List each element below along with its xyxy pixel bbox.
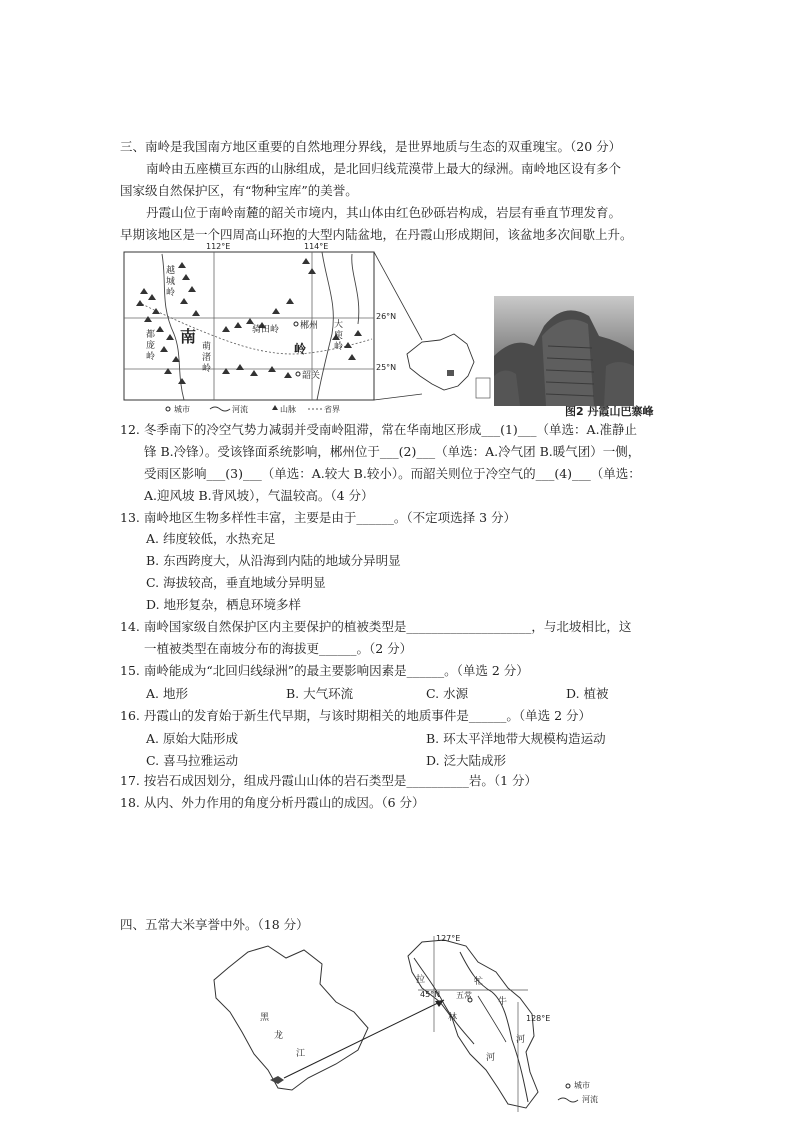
label-114e: 114°E [304,242,329,251]
city-shaoguan-dot [296,372,300,376]
section3-heading: 三、南岭是我国南方地区重要的自然地理分界线，是世界地质与生态的双重瑰宝。（20 分） [120,139,622,154]
q12-line4: A.迎风坡 B.背风坡），气温较高。（4 分） [144,488,374,503]
inset-connector-top [374,252,422,340]
inset-connector-bottom [374,394,422,400]
right-pillar [604,362,634,406]
label-niu: 牛 [498,997,508,1007]
q15-option-d: D. 植被 [566,686,609,701]
heilongjiang-outline [214,946,368,1090]
pointer-arrow-line [284,1000,444,1078]
legend4-river-symbol [558,1098,578,1102]
label-mang: 牤 [474,977,484,987]
label-127e: 127°E [436,934,461,943]
legend-mountain-symbol [272,405,278,410]
section3-paragraph1-line1: 南岭由五座横亘东西的山脉组成，是北回归线荒漠带上最大的绿洲。南岭地区设有多个 [146,161,622,176]
south-china-sea-box [476,378,490,398]
section4-heading: 四、五常大米享誉中外。（18 分） [120,917,309,932]
label-jiang: 江 [296,1049,306,1059]
q18: 18. 从内、外力作用的角度分析丹霞山的成因。（6 分） [120,795,425,810]
label-nan-big: 南 [180,327,197,346]
q13-option-d: D. 地形复杂，栖息环境多样 [146,597,302,612]
label-yuecheng: 越城岭 [166,266,176,298]
label-qitian: 骑田岭 [252,325,280,335]
label-26n: 26°N [376,312,397,321]
q13: 13. 南岭地区生物多样性丰富，主要是由于______。（不定项选择 3 分） [120,510,517,525]
q16-option-a: A. 原始大陆形成 [146,731,238,746]
section3-paragraph2-line1: 丹霞山位于南岭南麓的韶关市境内，其山体由红色砂砾岩构成，岩层有垂直节理发育。 [146,205,622,220]
label-112e: 112°E [206,242,231,251]
legend-city-symbol [166,407,170,411]
q13-option-c: C. 海拔较高，垂直地域分异明显 [146,575,326,590]
q12-line2: 锋 B.冷锋）。受该锋面系统影响，郴州位于___(2)___（单选：A.冷气团 B.暖气团）一侧， [144,444,641,459]
label-wuchang: 五常 [456,991,472,1000]
legend4-river-label: 河流 [582,1095,598,1104]
legend-border-label: 省界 [324,405,340,414]
photo-caption: 图2 丹霞山巴寨峰 [565,405,654,418]
danxia-photo [494,296,634,406]
q15-option-a: A. 地形 [146,686,188,701]
q14-line2: 一植被类型在南坡分布的海拔更______。（2 分） [144,641,413,656]
legend-city-label: 城市 [174,405,190,414]
q12-line1: 12. 冬季南下的冷空气势力减弱并受南岭阻滞，常在华南地区形成___(1)___（单选：A.准静止 [120,422,638,437]
china-inset-outline [407,334,474,390]
label-hei: 黑 [260,1013,270,1023]
q15-option-c: C. 水源 [426,686,469,701]
label-he-lalin: 河 [486,1053,496,1063]
label-he-mangniu: 河 [516,1035,526,1045]
river-northeast [352,254,359,324]
section3-paragraph1-line2: 国家级自然保护区，有“物种宝库”的美誉。 [120,183,358,198]
legend4-city-label: 城市 [574,1081,590,1090]
q16-option-b: B. 环太平洋地带大规模构造运动 [426,731,606,746]
label-mengzhu: 萌渚岭 [202,342,212,374]
label-lin: 林 [448,1013,458,1023]
label-ling-big: 岭 [294,342,307,356]
label-25n: 25°N [376,363,397,372]
label-128e: 128°E [526,1014,551,1023]
legend-river-symbol [210,407,230,411]
label-la: 拉 [416,975,426,985]
label-shaoguan: 韶关 [302,371,321,381]
nanling-map [122,244,502,416]
section3-paragraph2-line2: 早期该地区是一个四周高山环抱的大型内陆盆地，在丹霞山形成期间，该盆地多次间歇上升。 [120,227,633,242]
q13-option-b: B. 东西跨度大，从沿海到内陆的地域分异明显 [146,553,401,568]
legend-mountain-label: 山脉 [280,405,296,414]
q17: 17. 按岩石成因划分，组成丹霞山山体的岩石类型是__________岩。（1 分） [120,773,538,788]
wuchang-map [208,932,618,1118]
label-dayu: 大庾岭 [334,320,344,352]
q15-option-b: B. 大气环流 [286,686,354,701]
left-pillar [494,370,520,406]
legend4-city-symbol [566,1084,570,1088]
wuchang-county-outline [408,940,538,1108]
city-chenzhou-dot [294,322,298,326]
label-chenzhou: 郴州 [300,321,319,331]
lalin-river [414,958,474,1044]
danxia-photo-svg [494,296,634,406]
label-dupang: 都庞岭 [146,330,156,362]
label-45n: 45°N [420,990,441,999]
q16-option-d: D. 泛大陆成形 [426,753,507,768]
rock-face [542,320,594,406]
legend-river-label: 河流 [232,405,248,414]
q12-line3: 受雨区影响___(3)___（单选：A.较大 B.较小）。而韶关则位于冷空气的___(4)___（单选： [144,466,641,481]
q14-line1: 14. 南岭国家级自然保护区内主要保护的植被类型是____________________，与北坡相比，这 [120,619,632,634]
q15: 15. 南岭能成为“北回归线绿洲”的最主要影响因素是______。（单选 2 分） [120,663,529,678]
label-long: 龙 [274,1031,284,1041]
q16-option-c: C. 喜马拉雅运动 [146,753,239,768]
q13-option-a: A. 纬度较低，水热充足 [146,531,276,546]
inset-highlight [447,370,454,376]
wuchang-map-svg [208,932,618,1118]
q16: 16. 丹霞山的发育始于新生代早期，与该时期相关的地质事件是______。（单选 2 分） [120,708,592,723]
